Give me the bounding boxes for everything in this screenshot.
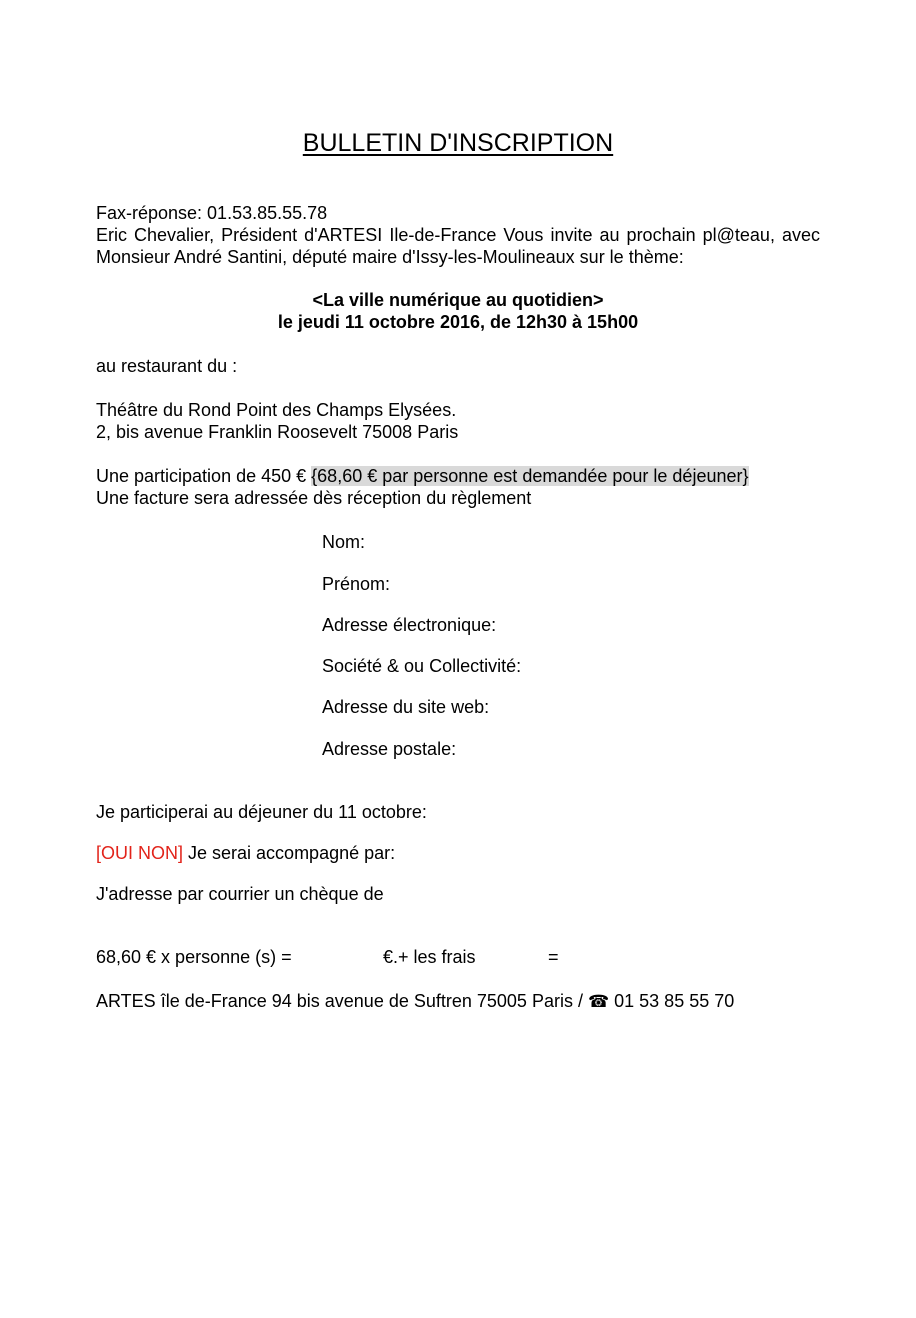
field-label-nom: Nom: (322, 532, 366, 552)
venue-name: Théâtre du Rond Point des Champs Elysées. (96, 400, 457, 420)
invoice-note: Une facture sera adressée dès réception du règlement (96, 488, 532, 508)
oui-non-choice: [OUI NON] (96, 843, 184, 863)
calc-fees: €.+ les frais (383, 947, 476, 967)
field-label-postal: Adresse postale: (322, 739, 457, 759)
footer-address: ARTES île de-France 94 bis avenue de Suftren 75005 Paris / (96, 991, 588, 1011)
telephone-icon: ☎ (587, 992, 610, 1011)
event-theme: <La ville numérique au quotidien> (312, 290, 604, 310)
footer-phone: 01 53 85 55 70 (609, 991, 735, 1011)
invitation-paragraph: Eric Chevalier, Président d'ARTESI Ile-de-France Vous invite au prochain pl@teau, avec Monsieur André Santini, député maire d'Issy-les-Moulineaux sur le thème: (96, 225, 820, 267)
attendance-line (96, 842, 395, 864)
footer-line (96, 990, 734, 1013)
event-date: le jeudi 11 octobre 2016, de 12h30 à 15h00 (277, 312, 639, 332)
participation-line (96, 465, 749, 487)
calc-total: = (548, 947, 559, 967)
lunch-question: Je participerai au déjeuner du 11 octobre: (96, 802, 427, 822)
participation-highlight: {68,60 € par personne est demandée pour le déjeuner} (311, 466, 749, 486)
field-label-website: Adresse du site web: (322, 697, 490, 717)
document-title: BULLETIN D'INSCRIPTION (302, 129, 614, 157)
field-label-societe: Société & ou Collectivité: (322, 656, 522, 676)
participation-prefix: Une participation de 450 € (96, 466, 312, 486)
venue-address: 2, bis avenue Franklin Roosevelt 75008 Paris (96, 422, 459, 442)
fax-line: Fax-réponse: 01.53.85.55.78 (96, 203, 328, 223)
field-label-prenom: Prénom: (322, 574, 391, 594)
field-label-email: Adresse électronique: (322, 615, 497, 635)
accompanied-label: Je serai accompagné par: (183, 843, 396, 863)
calc-per-person: 68,60 € x personne (s) = (96, 947, 292, 967)
venue-intro: au restaurant du : (96, 356, 238, 376)
cheque-line: J'adresse par courrier un chèque de (96, 884, 384, 904)
